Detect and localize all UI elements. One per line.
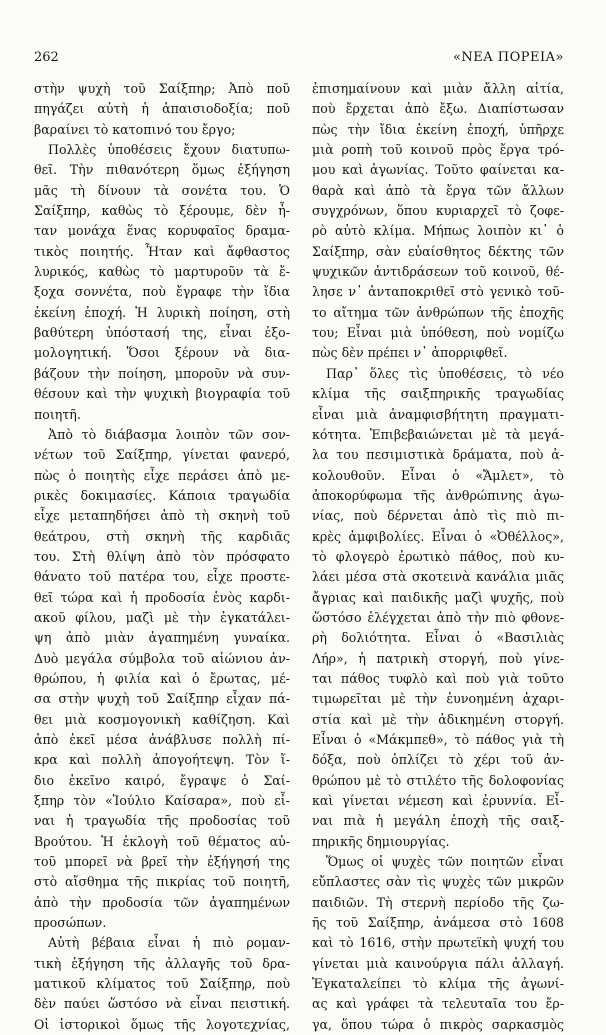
text-line: λυρικός, καθὼς τὸ μαρτυροῦν τὰ ἔ- [34, 264, 290, 280]
text-line: Λήρ», ἡ πατρικὴ στοργή, ποὺ γίνε- [312, 650, 564, 666]
text-line: γα, ὅπου τώρα ὁ πικρὸς σαρκασμὸς [312, 1016, 564, 1032]
text-line: ταν μονάχα ἕνας κορυφαῖος δραμα- [34, 223, 290, 239]
text-line: Σαίξπηρ, σὰν εὐαίσθητος δέκτης τῶν [312, 243, 564, 259]
text-line: ἐκείνη ἐποχή. Ἡ λυρικὴ ποίηση, στὴ [34, 304, 290, 320]
text-line: Βρούτου. Ἡ ἐκλογὴ τοῦ θέματος αὐ- [34, 833, 290, 849]
text-line: κρὲς ἀμφιβολίες. Εἶναι ὁ «Ὀθέλλος», [312, 528, 564, 544]
text-line: πηρικῆς δημιουργίας. [312, 833, 450, 849]
text-line: κότητα. Ἐπιβεβαιώνεται μὲ τὰ μεγά- [312, 426, 564, 442]
text-line: του. Στὴ θλίψη ἀπὸ τὸν πρόσφατο [34, 548, 290, 564]
text-line: λάει μέσα στὰ σκοτεινὰ κανάλια μιᾶς [312, 569, 564, 585]
text-line: διο ἐκεῖνο καιρό, ἔγραψε ὁ Σαί- [34, 772, 290, 788]
text-line: ται πάθος τυφλὸ καὶ ποὺ γιὰ τοῦτο [312, 670, 564, 686]
text-line: γίνεται μιὰ καινούργια πάλι ἀλλαγή. [312, 955, 564, 971]
text-line: ῆς τοῦ Σαίξπηρ, ἀνάμεσα στὸ 1608 [312, 915, 564, 931]
text-line: ποὺ ἔρχεται ἀπὸ ἔξω. Διαπίστωσαν [312, 101, 564, 117]
text-line: βάζουν τὴν ποίηση, μποροῦν νὰ συν- [34, 365, 290, 381]
text-line: ματικοῦ κλίματος τοῦ Σαίξπηρ, ποὺ [34, 976, 290, 992]
text-line: στία καὶ μὲ τὴν ἀδικημένη στοργή. [312, 711, 564, 727]
text-column-right [312, 79, 564, 1035]
text-line: ποιητῆ. [34, 406, 81, 422]
text-line: στὸ αἴσθημα τῆς πικρίας τοῦ ποιητῆ, [34, 874, 290, 890]
text-line: ψυχικῶν ἀντιδράσεων τοῦ κοινοῦ, θέ- [312, 264, 564, 280]
text-line: Παρ᾽ ὅλες τὶς ὑποθέσεις, τὸ νέο [326, 365, 564, 381]
text-line: τικὸς ποιητής. Ἦταν καὶ ἄφθαστος [34, 243, 290, 259]
text-line: θεῖ. Τὴν πιθανότερη ὅμως ἐξήγηση [34, 162, 290, 178]
text-line: θεάτρου, στὴ σκηνὴ τῆς καρδιᾶς [34, 528, 290, 544]
text-line: Ἐγκαταλείπει τὸ κλίμα τῆς ἀγωνί- [312, 976, 564, 992]
text-line: εἶναι μιὰ ἀναμφισβήτητη πραγματι- [312, 406, 564, 422]
text-line: καὶ τὸ 1616, στὴν πρωτεϊκὴ ψυχή του [312, 935, 564, 951]
text-line: ρὴ δολιότητα. Εἶναι ὁ «Βασιλιὰς [312, 630, 564, 646]
page-number: 262 [34, 50, 59, 65]
text-line: τικὴ ἐξήγηση τῆς ἀλλαγῆς τοῦ δρα- [34, 955, 290, 971]
text-line: ας καὶ γράφει τὰ τελευταῖα του ἔρ- [312, 996, 564, 1012]
text-line: ἀποκορύφωμα τῆς ἀνθρώπινης ἀγω- [312, 487, 564, 503]
text-line: κρα καὶ πολλὴ ἀπογοήτεψη. Τὸν ἴ- [34, 752, 290, 768]
text-line: τιμωρεῖται μὲ τὴν ἐυνοημένη ἀχαρι- [312, 691, 564, 707]
text-line: Πολλὲς ὑποθέσεις ἔχουν διατυπω- [48, 142, 290, 158]
text-line: στὴν ψυχὴ τοῦ Σαίξπηρ; Ἀπὸ ποῦ [34, 81, 290, 96]
text-line: κλίμα τῆς σαιξπηρικῆς τραγωδίας [312, 386, 564, 402]
text-line: λα του πεσιμιστικὰ δράματα, ποὺ ἀ- [312, 447, 564, 463]
text-line: εἶχε μεταπηδήσει ἀπὸ τὴ σκηνὴ τοῦ [34, 508, 290, 524]
text-line: θει μιὰ κοσμογονικὴ καθίζηση. Καὶ [34, 711, 290, 727]
text-line: ξπηρ τὸν «Ἰούλιο Καίσαρα», ποὺ εἶ- [34, 793, 290, 809]
text-line: νέτων τοῦ Σαίξπηρ, γίνεται φανερό, [34, 447, 290, 463]
text-column-left [34, 79, 290, 1035]
text-line: ναι πιὰ ἡ μεγάλη ἐποχὴ τῆς σαιξ- [312, 813, 564, 829]
text-line: Ἀπὸ τὸ διάβασμα λοιπὸν τῶν σον- [48, 426, 290, 442]
text-line: μολογητική. Ὅσοι ξέρουν νὰ δια- [34, 345, 290, 361]
text-line: ρὸ αὐτὸ κλίμα. Μήπως λοιπὸν κι᾽ ὁ [312, 223, 564, 239]
text-line: πὼς τὴν ἴδια ἐκείνη ἐποχή, ὑπῆρχε [312, 121, 564, 137]
text-line: λησε ν᾽ ἀνταποκριθεῖ στὸ γενικὸ τοῦ- [312, 284, 564, 300]
text-line: θεῖ τώρα καὶ ἡ προδοσία ἑνὸς καρδι- [34, 589, 290, 605]
text-line: ξοχα σοννέτα, ποὺ ἔγραφε τὴν ἴδια [34, 284, 290, 300]
text-line: του; Εἶναι μιὰ ὑπόθεση, ποὺ νομίζω [312, 325, 564, 341]
text-line: ἀπὸ τὴν προδοσία τῶν ἀγαπημένων [34, 894, 290, 910]
text-line: Αὐτὴ βέβαια εἶναι ἡ πιὸ ρομαν- [48, 935, 290, 951]
text-line: μᾶς τὴ δίνουν τὰ σονέτα του. Ὁ [34, 182, 290, 198]
text-line: προσώπων. [34, 915, 107, 931]
text-line: σα στὴν ψυχὴ τοῦ Σαίξπηρ εἶχαν πά- [34, 691, 290, 707]
text-line: νίας, ποὺ δέρνεται ἀπὸ τὶς πιὸ πι- [312, 508, 564, 524]
text-line: θρώπου, ἡ φιλία καὶ ὁ ἔρωτας, μέ- [34, 670, 290, 686]
text-line: καὶ γίνεται νέμεση καὶ ἐρυννία. Εἶ- [312, 793, 564, 809]
text-line: ρικὲς δοκιμασίες. Κάποια τραγωδία [34, 487, 290, 503]
text-line: τοῦ μπορεῖ νὰ βρεῖ τὴν ἐξήγησή της [34, 854, 290, 870]
text-line: πὼς ὁ ποιητὴς εἶχε περάσει ἀπὸ με- [34, 467, 290, 483]
text-line: Ὅμως οἱ ψυχὲς τῶν ποιητῶν εἶναι [326, 854, 564, 870]
text-line: βαραίνει τὸ κατοπινό του ἔργο; [34, 121, 236, 137]
text-line: συγχρόνων, ὅπου κυριαρχεῖ τὸ ζοφε- [312, 203, 564, 219]
text-line: πηγάζει αὐτὴ ἡ ἀπαισιοδοξία; ποῦ [34, 101, 290, 117]
text-line: Δυὸ μεγάλα σύμβολα τοῦ αἰώνιου ἀν- [34, 650, 290, 666]
text-line: ἐπισημαίνουν καὶ μιὰν ἄλλη αἰτία, [312, 81, 564, 96]
text-line: θαρὰ καὶ ἀπὸ τὰ ἔργα τῶν ἄλλων [312, 182, 564, 198]
text-line: τὸ φλογερὸ ἐρωτικὸ πάθος, ποὺ κυ- [312, 548, 564, 564]
text-line: θέσουν καὶ τὴν ψυχικὴ βιογραφία τοῦ [34, 386, 290, 402]
text-line: κολουθοῦν. Εἶναι ὁ «Ἄμλετ», τὸ [312, 467, 564, 483]
text-line: ακοῦ φίλου, μαζὶ μὲ τὴν ἐγκατάλει- [34, 609, 290, 625]
text-line: βαθύτερη ὑπόστασή της, εἶναι ἐξο- [34, 325, 290, 341]
text-line: ἀπὸ ἐκεῖ μέσα ἀνάβλυσε πολλὴ πί- [34, 732, 290, 747]
text-line: θρώπου μὲ τὸ στιλέτο τῆς δολοφονίας [312, 772, 564, 788]
text-line: μου καὶ ἀγωνίας. Τοῦτο φαίνεται κα- [312, 162, 564, 178]
running-title: «ΝΕΑ ΠΟΡΕΙΑ» [452, 50, 564, 65]
text-line: Εἶναι ὁ «Μάκμπεθ», τὸ πάθος γιὰ τὴ [312, 732, 564, 747]
text-line: μιὰ ροπὴ τοῦ κοινοῦ πρὸς ἔργα τρό- [312, 142, 564, 158]
text-line: δόξα, ποὺ ὁπλίζει τὸ χέρι τοῦ ἀν- [312, 752, 564, 768]
text-line: πὼς δὲν πρέπει ν᾽ ἀπορριφθεῖ. [312, 345, 508, 361]
text-line: θάνατο τοῦ πατέρα του, εἶχε προστε- [34, 569, 290, 585]
text-line: ναι ἡ τραγωδία τῆς προδοσίας τοῦ [34, 813, 290, 829]
text-line: ὥστόσο ἐλέγχεται ἀπὸ τὴν πιὸ φθονε- [312, 609, 564, 625]
text-line: Οἱ ἱστορικοὶ ὅμως τῆς λογοτεχνίας, [34, 1016, 290, 1032]
text-line: παιδιῶν. Τὴ στερνὴ περίοδο τῆς ζω- [312, 894, 564, 910]
text-line: δὲν παύει ὥστόσο νὰ εἶναι πειστική. [34, 996, 290, 1012]
text-line: ψη ἀπὸ μιὰν ἀγαπημένη γυναίκα. [34, 630, 290, 646]
text-line: ἄγριας καὶ παιδικῆς μαζὶ ψυχῆς, ποὺ [312, 589, 564, 605]
text-line: Σαίξπηρ, καθὼς τὸ ξέρουμε, δὲν ἦ- [34, 203, 290, 219]
page-header [34, 50, 564, 70]
text-line: εὔπλαστες σὰν τὶς ψυχὲς τῶν μικρῶν [312, 874, 564, 890]
text-line: το αἴτημα τῶν ἀνθρώπων τῆς ἐποχῆς [312, 304, 564, 320]
